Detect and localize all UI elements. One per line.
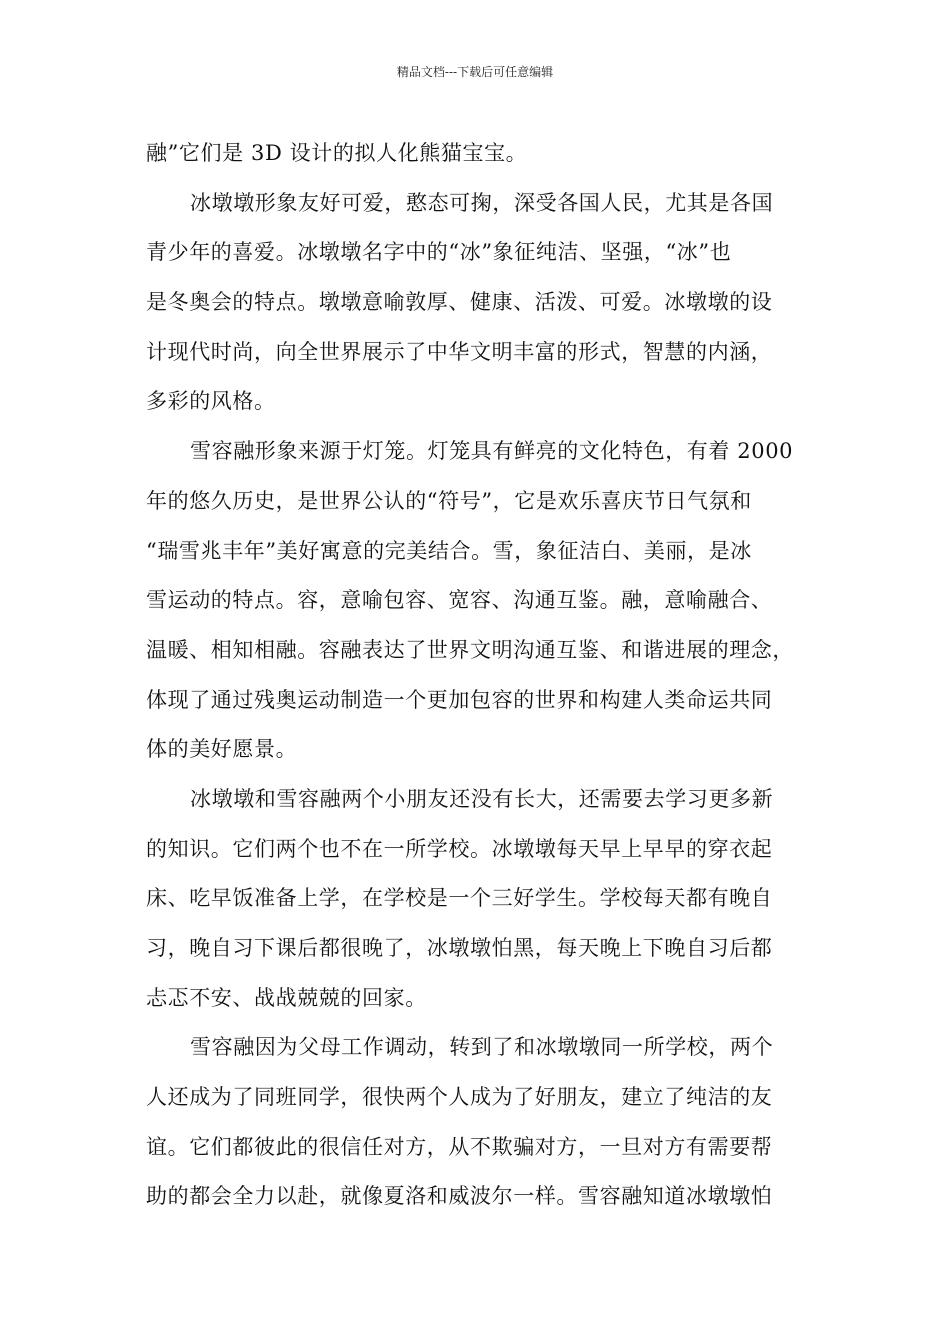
text-line: 人还成为了同班同学，很快两个人成为了好朋友，建立了纯洁的友	[146, 1085, 773, 1110]
text-line: 温暖、相知相融。容融表达了世界文明沟通互鉴、和谐进展的理念，	[146, 637, 794, 662]
text-line: 习，晚自习下课后都很晚了，冰墩墩怕黑，每天晚上下晚自习后都	[146, 936, 773, 960]
text-line: 床、吃早饭准备上学，在学校是一个三好学生。学校每天都有晚自	[146, 886, 773, 911]
text-line: 融”它们是 3D 设计的拟人化熊猫宝宝。	[146, 141, 528, 165]
text-line: 多彩的风格。	[146, 389, 276, 414]
text-line: 体的美好愿景。	[146, 737, 298, 762]
text-line: 助的都会全力以赴，就像夏洛和威波尔一样。雪容融知道冰墩墩怕	[146, 1184, 773, 1209]
text-line: 年的悠久历史，是世界公认的“符号”，它是欢乐喜庆节日气氛和	[146, 488, 752, 513]
text-line: 雪容融因为父母工作调动，转到了和冰墩墩同一所学校，两个	[190, 1035, 774, 1060]
text-line: 雪运动的特点。容，意喻包容、宽容、沟通互鉴。融，意喻融合、	[146, 588, 773, 613]
text-line: 体现了通过残奥运动制造一个更加包容的世界和构建人类命运共同	[146, 687, 773, 712]
text-line: 青少年的喜爱。冰墩墩名字中的“冰”象征纯洁、坚强，“冰”也	[146, 240, 732, 265]
text-line: 谊。它们都彼此的很信任对方，从不欺骗对方，一旦对方有需要帮	[146, 1134, 773, 1159]
text-line: 冰墩墩形象友好可爱，憨态可掬，深受各国人民，尤其是各国	[190, 190, 774, 215]
text-line: “瑞雪兆丰年”美好寓意的完美结合。雪，象征洁白、美丽，是冰	[146, 538, 752, 563]
text-line: 雪容融形象来源于灯笼。灯笼具有鲜亮的文化特色，有着 2000	[190, 439, 794, 464]
text-line: 计现代时尚，向全世界展示了中华文明丰富的形式，智慧的内涵，	[146, 339, 773, 364]
text-line: 冰墩墩和雪容融两个小朋友还没有长大，还需要去学习更多新	[190, 786, 774, 811]
document-body	[146, 129, 820, 1222]
text-line: 是冬奥会的特点。墩墩意喻敦厚、健康、活泼、可爱。冰墩墩的设	[146, 290, 773, 315]
text-line: 忐忑不安、战战兢兢的回家。	[146, 985, 427, 1010]
text-line: 的知识。它们两个也不在一所学校。冰墩墩每天早上早早的穿衣起	[146, 836, 773, 861]
page-header: 精品文档---下载后可任意编辑	[396, 65, 554, 79]
